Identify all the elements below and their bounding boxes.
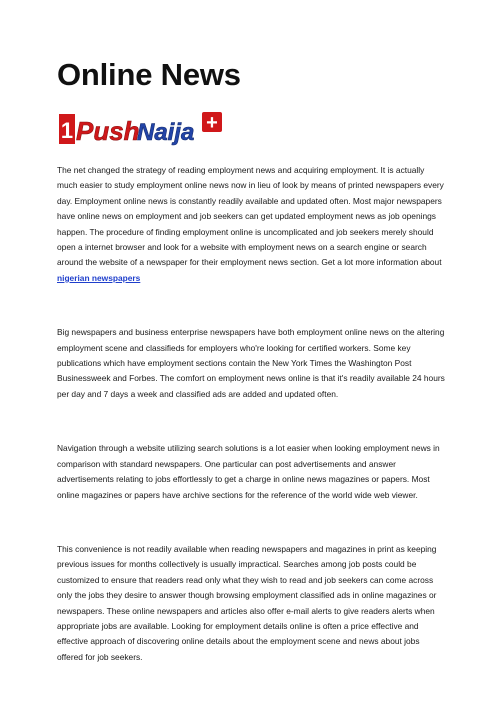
logo-prefix: 1 [60,118,74,143]
logo-brand-part1: Push [76,116,140,146]
page-title: Online News [57,57,241,92]
nigerian-newspapers-link[interactable]: nigerian newspapers [57,272,141,283]
logo-brand-part2: Naija [137,119,195,146]
paragraph-2: Big newspapers and business enterprise newspapers have both employment online news on the altering employment scene and classifieds for employers who're looking for certified workers. Some key publications which have employment sections contain the New York Times the Washington Post Businessweek and Forbes. The comfort on employment news online is that it's readily available 24 hours per day and 7 days a week and classified ads are added and updated often. [57,327,445,399]
pushnaija-logo [57,110,227,150]
paragraph-1 [57,163,447,286]
logo-plus-icon: + [206,112,218,134]
paragraph-4: This convenience is not readily available when reading newspapers and magazines in print as keeping previous issues for months collectively is usually impractical. Searches among job posts could be customized to ensure that readers read only what they wish to read and job seekers can come across only the jobs they desire to answer though browsing employment classified ads in online magazines or newspapers. These online newspapers and articles also offer e-mail alerts to give readers alerts when appropriate jobs are available. Looking for employment details online is often a price effective and effective approach of discovering online details about the employment scene and news about jobs offered for job seekers. [57,543,437,662]
paragraph-1-text: The net changed the strategy of reading employment news and acquiring employment. It is actually much easier to study employment online news now in lieu of look by means of printed newspapers every day. Employment online news is constantly readily available and updated often. Most major newspapers have online news on employment and job seekers can get updated employment news as job openings happen. The procedure of finding employment online is uncomplicated and job seekers merely should open a internet browser and look for a website with employment news on a search engine or search around the website of a newspaper for their employment news section. Get a lot more information about [57,165,444,268]
article-body [57,163,447,704]
pushnaija-logo-graphic [57,110,227,150]
paragraph-3: Navigation through a website utilizing search solutions is a lot easier when looking employment news in comparison with standard newspapers. One particular can post advertisements and answer advertisements relating to jobs effortlessly to get a charge in online news magazines or papers. Most online magazines or papers have archive sections for the reference of the world wide web viewer. [57,443,440,500]
